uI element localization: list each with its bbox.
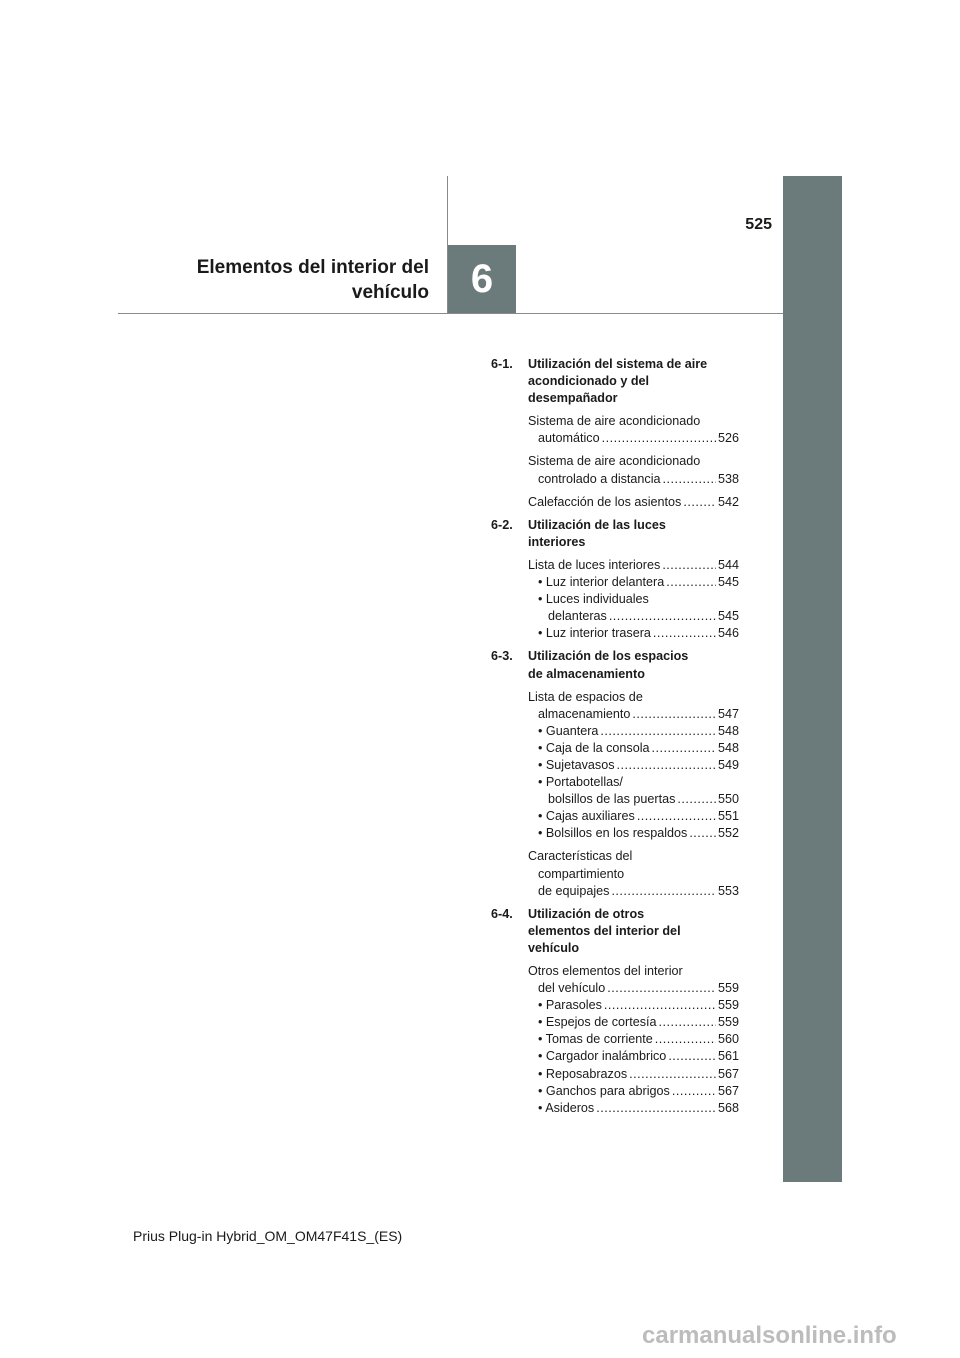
section-title-line: elementos del interior del — [528, 923, 681, 938]
leader-dots — [611, 883, 716, 900]
entry-text: • Luces individuales — [538, 592, 649, 607]
section-title-line: de almacenamiento — [528, 666, 645, 681]
footer-document-id: Prius Plug-in Hybrid_OM_OM47F41S_(ES) — [133, 1228, 403, 1244]
leader-dots — [672, 1083, 716, 1100]
leader-dots — [666, 574, 716, 591]
page-ref: 538 — [717, 471, 739, 486]
section-title-line: Utilización del sistema de aire — [528, 357, 708, 371]
leader-dots — [609, 608, 716, 625]
leader-dots — [662, 557, 716, 574]
toc-entry[interactable] — [491, 848, 739, 899]
watermark: carmanualsonline.info — [642, 1322, 897, 1349]
leader-dots — [604, 997, 716, 1014]
section-title-line: vehículo — [528, 940, 580, 955]
entry-text: • Tomas de corriente — [538, 1032, 653, 1047]
chapter-number-box: 6 — [448, 245, 516, 313]
section-title — [528, 356, 739, 407]
entry-text: • Guantera — [538, 723, 599, 738]
page-ref: 560 — [717, 1032, 739, 1047]
entry-text: de equipajes — [538, 883, 610, 898]
section-title-line: acondicionado y del — [528, 374, 650, 389]
page-ref: 559 — [717, 981, 739, 996]
page-ref: 548 — [717, 740, 739, 755]
section-number: 6-2. — [491, 517, 513, 532]
entry-text: • Luz interior delantera — [538, 575, 665, 590]
entry-text: Lista de luces interiores — [528, 557, 661, 572]
page-ref: 567 — [717, 1083, 739, 1098]
entry-text: almacenamiento — [538, 706, 631, 721]
leader-dots — [617, 757, 716, 774]
page-ref: 559 — [717, 1015, 739, 1030]
page-number: 525 — [745, 216, 772, 233]
leader-dots — [677, 791, 716, 808]
leader-dots — [602, 430, 716, 447]
leader-dots — [683, 494, 716, 511]
page-ref: 559 — [717, 998, 739, 1013]
toc-entry[interactable] — [491, 963, 739, 1117]
entry-text: • Ganchos para abrigos — [538, 1083, 670, 1098]
toc-entry[interactable] — [491, 413, 739, 447]
entry-text: • Bolsillos en los respaldos — [538, 826, 688, 841]
page-ref: 568 — [717, 1100, 739, 1115]
section-title-line: interiores — [528, 534, 586, 549]
entry-text: • Parasoles — [538, 998, 602, 1013]
leader-dots — [629, 1066, 716, 1083]
entry-text: Sistema de aire acondicionado — [528, 414, 701, 429]
entry-text: • Asideros — [538, 1100, 595, 1115]
entry-text: Lista de espacios de — [528, 689, 643, 704]
page-ref: 542 — [717, 494, 739, 509]
toc-section-6-2 — [491, 517, 739, 643]
section-title — [528, 648, 739, 682]
entry-text: • Portabotellas/ — [538, 775, 623, 790]
entry-text: • Cajas auxiliares — [538, 809, 635, 824]
page-ref: 550 — [717, 792, 739, 807]
page-ref: 546 — [717, 626, 739, 641]
section-title-line: Utilización de otros — [528, 906, 645, 921]
page-ref: 553 — [717, 883, 739, 898]
page-ref: 547 — [717, 706, 739, 721]
chapter-title-line1: Elementos del interior del — [196, 257, 429, 278]
entry-text: • Espejos de cortesía — [538, 1015, 657, 1030]
leader-dots — [689, 825, 716, 842]
toc-section-6-3 — [491, 648, 739, 899]
entry-text: Otros elementos del interior — [528, 964, 683, 978]
toc-section-6-1 — [491, 356, 739, 511]
page-ref: 544 — [717, 557, 739, 572]
chapter-side-tab — [783, 176, 842, 1182]
section-number: 6-4. — [491, 906, 513, 921]
leader-dots — [607, 980, 716, 997]
entry-text: del vehículo — [538, 981, 606, 996]
page-ref: 551 — [717, 809, 739, 824]
entry-text: • Cargador inalámbrico — [538, 1049, 667, 1064]
entry-text: automático — [538, 431, 600, 446]
entry-text: • Sujetavasos — [538, 757, 615, 772]
chapter-title-line2: vehículo — [351, 282, 429, 303]
toc-entry[interactable] — [491, 689, 739, 843]
leader-dots — [600, 723, 716, 740]
section-heading — [491, 517, 739, 551]
page-ref: 545 — [717, 609, 739, 624]
toc-section-6-4 — [491, 906, 739, 1117]
page-ref: 545 — [717, 575, 739, 590]
section-title-line: desempañador — [528, 391, 618, 406]
entry-text: compartimiento — [538, 866, 625, 881]
entry-text: • Caja de la consola — [538, 740, 650, 755]
entry-text: • Reposabrazos — [538, 1066, 628, 1081]
toc-entry[interactable] — [491, 453, 739, 487]
section-title-line: Utilización de los espacios — [528, 649, 689, 664]
entry-text: Calefacción de los asientos — [528, 494, 682, 509]
entry-text: • Luz interior trasera — [538, 626, 651, 641]
entry-text: Sistema de aire acondicionado — [528, 454, 701, 469]
section-heading — [491, 906, 739, 957]
leader-dots — [637, 808, 716, 825]
entry-text: delanteras — [548, 609, 607, 624]
leader-dots — [668, 1048, 716, 1065]
section-title — [528, 517, 739, 551]
section-title — [528, 906, 739, 957]
leader-dots — [652, 740, 716, 757]
page-ref: 526 — [717, 431, 739, 446]
chapter-title — [197, 255, 429, 305]
section-number: 6-1. — [491, 357, 513, 371]
leader-dots — [659, 1014, 716, 1031]
entry-text: Características del — [528, 849, 633, 864]
page-ref: 552 — [717, 826, 739, 841]
leader-dots — [653, 625, 716, 642]
leader-dots — [663, 471, 716, 488]
section-heading — [491, 648, 739, 682]
section-heading — [491, 356, 739, 407]
header-horizontal-rule — [118, 313, 783, 314]
page-ref: 567 — [717, 1066, 739, 1081]
section-title-line: Utilización de las luces — [528, 517, 666, 532]
table-of-contents — [491, 356, 739, 1123]
section-number: 6-3. — [491, 649, 513, 664]
toc-entry[interactable] — [491, 557, 739, 642]
entry-text: bolsillos de las puertas — [548, 792, 676, 807]
leader-dots — [596, 1100, 716, 1117]
page-ref: 549 — [717, 757, 739, 772]
leader-dots — [655, 1031, 716, 1048]
leader-dots — [632, 706, 716, 723]
page-ref: 548 — [717, 723, 739, 738]
page-ref: 561 — [717, 1049, 739, 1064]
toc-entry[interactable] — [491, 494, 739, 511]
entry-text: controlado a distancia — [538, 471, 661, 486]
